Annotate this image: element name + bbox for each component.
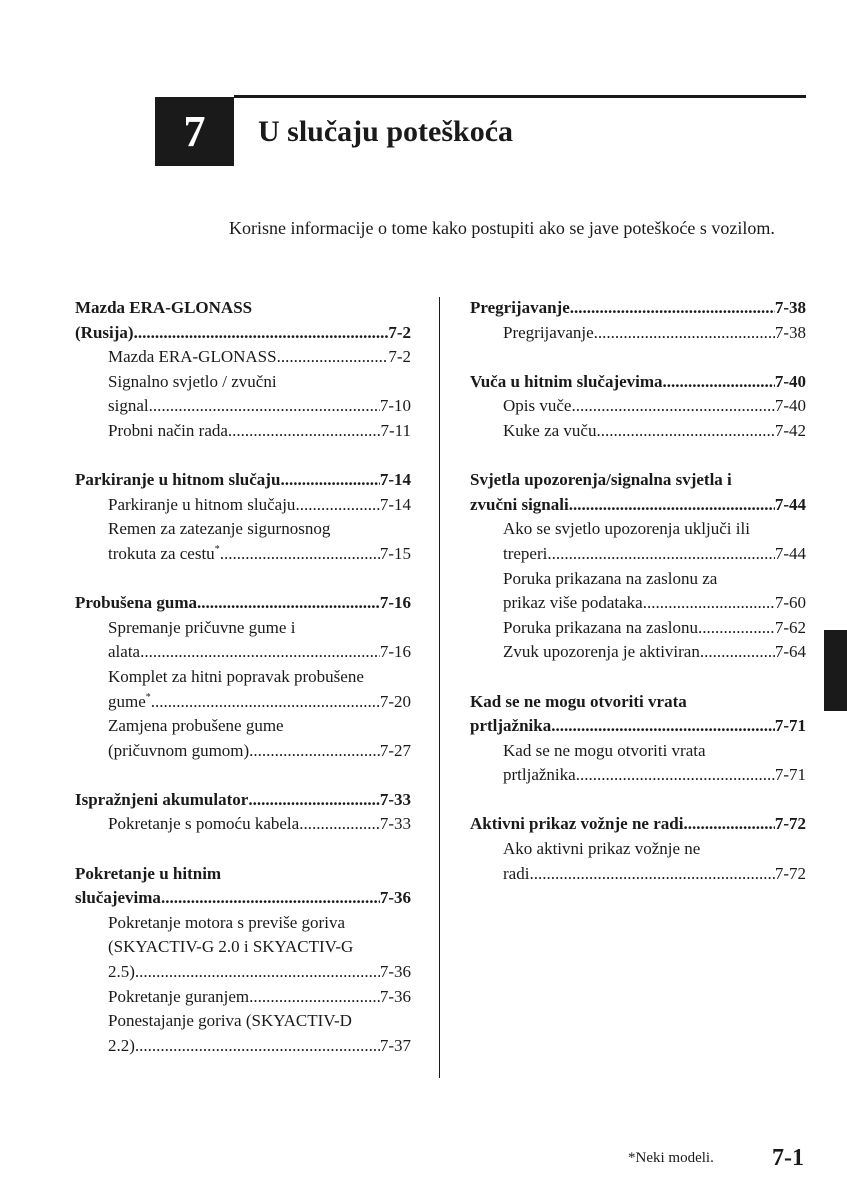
toc-heading-entry[interactable] (75, 788, 411, 813)
toc-entry-line: Ako aktivni prikaz vožnje ne (503, 839, 701, 859)
toc-entry-page: 7-37 (379, 1035, 411, 1055)
toc-heading-line: Svjetla upozorenja/signalna svjetla i (470, 470, 732, 490)
dot-leader (529, 862, 774, 887)
toc-heading-entry[interactable] (470, 714, 806, 739)
toc-heading-page: 7-38 (774, 298, 806, 317)
toc-heading-page: 7-36 (379, 888, 411, 908)
toc-entry[interactable] (75, 739, 411, 764)
footnote: *Neki modeli. (628, 1150, 714, 1166)
toc-entry-page: 7-15 (379, 543, 411, 563)
toc-entry-page: 7-62 (774, 617, 806, 637)
toc-entry-title (503, 763, 576, 788)
toc-entry[interactable] (470, 542, 806, 567)
dot-leader (569, 493, 775, 518)
toc-entry-title (108, 960, 135, 985)
dot-leader (700, 640, 775, 665)
toc-entry[interactable] (75, 640, 411, 665)
toc-entry-page: 7-2 (388, 347, 411, 367)
chapter-number-box: 7 (155, 97, 234, 166)
toc-heading-title: zvučni signali (470, 494, 569, 514)
dot-leader (149, 394, 380, 419)
toc-left-column (75, 296, 411, 1058)
toc-entry-line: (SKYACTIV-G 2.0 i SKYACTIV-G (108, 937, 354, 957)
dot-leader (135, 960, 380, 985)
toc-entry[interactable] (75, 960, 411, 985)
toc-entry-page: 7-38 (774, 322, 806, 342)
toc-section (75, 862, 411, 1059)
dot-leader (140, 640, 380, 665)
toc-section (470, 812, 806, 886)
footnote-marker: * (145, 691, 151, 703)
toc-entry-line: Poruka prikazana na zaslonu za (503, 568, 718, 588)
dot-leader (683, 812, 774, 837)
toc-heading-entry[interactable] (470, 812, 806, 837)
toc-heading-title: Ispražnjeni akumulator (75, 789, 249, 809)
toc-entry-title (108, 419, 228, 444)
toc-entry-title-text: Poruka prikazana na zaslonu (503, 617, 698, 637)
toc-entry[interactable] (470, 591, 806, 616)
toc-heading-title: Pregrijavanje (470, 298, 570, 317)
toc-section (470, 468, 806, 665)
toc-entry[interactable] (470, 419, 806, 444)
toc-entry-title (503, 542, 547, 567)
toc-entry-line: Komplet za hitni popravak probušene (108, 666, 364, 686)
toc-entry-title (108, 542, 220, 567)
toc-entry-page: 7-27 (379, 740, 411, 760)
dot-leader (295, 493, 379, 518)
toc-heading-entry[interactable] (470, 370, 806, 395)
footnote-marker: * (214, 543, 220, 555)
toc-entry[interactable] (75, 419, 411, 444)
toc-entry[interactable] (470, 862, 806, 887)
toc-entry-page: 7-42 (774, 420, 806, 440)
toc-entry[interactable] (75, 812, 411, 837)
toc-entry-title (503, 591, 643, 616)
toc-entry-title-text: signal (108, 396, 149, 416)
toc-heading-title: prtljažnika (470, 716, 552, 736)
toc-entry-page: 7-16 (379, 642, 411, 662)
toc-entry-page: 7-33 (379, 814, 411, 834)
column-divider (439, 297, 440, 1078)
toc-entry-line: Remen za zatezanje sigurnosnog (108, 519, 331, 539)
toc-entry-line: Ako se svjetlo upozorenja uključi ili (503, 519, 750, 539)
chapter-intro: Korisne informacije o tome kako postupiti ako se jave poteškoće s vozilom. (229, 218, 775, 238)
toc-entry-title (108, 493, 295, 518)
toc-heading-line: Kad se ne mogu otvoriti vrata (470, 691, 687, 711)
toc-heading-title: (Rusija) (75, 322, 134, 342)
toc-heading-title: slučajevima (75, 888, 161, 908)
toc-entry-page: 7-10 (379, 396, 411, 416)
toc-heading-page: 7-2 (388, 322, 411, 342)
toc-heading-line: Pokretanje u hitnim (75, 863, 222, 883)
toc-entry-page: 7-36 (379, 986, 411, 1006)
toc-entry-title (108, 345, 277, 370)
toc-right-column (470, 296, 806, 886)
toc-heading-title: Probušena guma (75, 593, 198, 613)
toc-entry[interactable] (470, 640, 806, 665)
chapter-top-rule (234, 95, 806, 98)
dot-leader (249, 739, 380, 764)
toc-entry-title-text: radi (503, 863, 530, 883)
toc-entry[interactable] (75, 394, 411, 419)
toc-heading-entry[interactable] (75, 591, 411, 616)
toc-entry-title (503, 394, 571, 419)
toc-entry-page: 7-44 (774, 543, 806, 563)
toc-heading-title: Vuča u hitnim slučajevima (470, 371, 663, 391)
toc-entry[interactable] (470, 321, 806, 346)
dot-leader (576, 763, 775, 788)
toc-entry[interactable] (470, 616, 806, 641)
toc-entry-title-text: alata (108, 642, 141, 662)
toc-entry-page: 7-20 (379, 691, 411, 711)
toc-entry-title-text: treperi (503, 543, 548, 563)
toc-entry-title (503, 640, 700, 665)
toc-entry-title (108, 739, 249, 764)
toc-entry[interactable] (75, 542, 411, 567)
dot-leader (643, 591, 775, 616)
toc-entry-page: 7-36 (379, 962, 411, 982)
toc-heading-page: 7-14 (379, 470, 411, 490)
toc-entry-title-text: Pregrijavanje (503, 322, 594, 342)
toc-heading-line: Mazda ERA-GLONASS (75, 298, 253, 317)
toc-section (470, 296, 806, 345)
dot-leader (161, 886, 380, 911)
toc-section (470, 370, 806, 444)
toc-entry-title-text: Zvuk upozorenja je aktiviran (503, 642, 700, 662)
toc-entry[interactable] (75, 985, 411, 1010)
toc-heading-page: 7-16 (379, 593, 411, 613)
toc-entry-title-text: Opis vuče (503, 396, 572, 416)
toc-entry-title-text: Probni način rada (108, 420, 228, 440)
toc-entry-title-text: trokuta za cestu (108, 543, 215, 563)
toc-entry-title-text: Pokretanje s pomoću kabela (108, 814, 300, 834)
toc-entry-title-text: (pričuvnom gumom) (108, 740, 250, 760)
toc-entry-title (108, 640, 140, 665)
toc-section (75, 468, 411, 566)
toc-section (75, 788, 411, 837)
toc-entry[interactable] (75, 345, 411, 370)
toc-heading-page: 7-33 (379, 789, 411, 809)
toc-entry[interactable] (470, 394, 806, 419)
toc-heading-page: 7-72 (774, 814, 806, 834)
toc-entry-page: 7-64 (774, 642, 806, 662)
dot-leader (135, 1034, 380, 1059)
toc-entry-title-text: prtljažnika (503, 765, 576, 785)
toc-entry[interactable] (470, 763, 806, 788)
toc-entry-line: Ponestajanje goriva (SKYACTIV-D (108, 1011, 352, 1031)
toc-entry-line: Zamjena probušene gume (108, 716, 284, 736)
toc-entry-title (503, 321, 594, 346)
toc-entry-title-text: Pokretanje guranjem (108, 986, 250, 1006)
chapter-title: U slučaju poteškoća (258, 115, 514, 148)
toc-heading-entry[interactable] (75, 321, 411, 346)
toc-entry-title (108, 690, 151, 715)
toc-entry-line: Spremanje pričuvne gume i (108, 617, 296, 637)
toc-entry-line: Signalno svjetlo / zvučni (108, 371, 277, 391)
dot-leader (248, 788, 380, 813)
dot-leader (197, 591, 380, 616)
dot-leader (551, 714, 775, 739)
dot-leader (280, 468, 379, 493)
dot-leader (151, 690, 380, 715)
dot-leader (596, 419, 774, 444)
toc-entry[interactable] (75, 690, 411, 715)
dot-leader (571, 394, 774, 419)
toc-entry-title-text: Parkiranje u hitnom slučaju (108, 494, 296, 514)
dot-leader (228, 419, 381, 444)
toc-entry-page: 7-40 (774, 396, 806, 416)
dot-leader (663, 370, 775, 395)
toc-entry-title (108, 812, 299, 837)
toc-entry-title-text: 2.5) (108, 962, 135, 982)
toc-entry-page: 7-11 (380, 420, 411, 440)
toc-entry-page: 7-71 (774, 765, 806, 785)
dot-leader (249, 985, 380, 1010)
toc-heading-page: 7-40 (774, 371, 806, 391)
toc-entry-title (503, 616, 698, 641)
toc-entry-title-text: Kuke za vuču (503, 420, 597, 440)
toc-heading-entry[interactable] (470, 296, 806, 321)
toc-heading-entry[interactable] (75, 886, 411, 911)
toc-entry[interactable] (75, 493, 411, 518)
toc-heading-entry[interactable] (470, 493, 806, 518)
toc-heading-title: Aktivni prikaz vožnje ne radi (470, 814, 684, 834)
dot-leader (277, 345, 389, 370)
toc-entry-page: 7-72 (774, 863, 806, 883)
toc-section (75, 591, 411, 763)
toc-entry-title-text: gume (108, 691, 146, 711)
dot-leader (594, 321, 775, 346)
toc-entry-title (108, 1034, 135, 1059)
dot-leader (547, 542, 774, 567)
toc-heading-page: 7-71 (774, 716, 806, 736)
toc-heading-entry[interactable] (75, 468, 411, 493)
toc-heading-title: Parkiranje u hitnom slučaju (75, 470, 281, 490)
dot-leader (698, 616, 775, 641)
toc-section (470, 690, 806, 788)
chapter-side-tab (824, 630, 847, 711)
toc-heading-page: 7-44 (774, 494, 806, 514)
dot-leader (299, 812, 380, 837)
toc-entry-title-text: 2.2) (108, 1035, 135, 1055)
toc-entry-line: Kad se ne mogu otvoriti vrata (503, 740, 706, 760)
toc-entry[interactable] (75, 1034, 411, 1059)
toc-entry-line: Pokretanje motora s previše goriva (108, 912, 345, 932)
toc-section (75, 296, 411, 444)
toc-entry-title-text: Mazda ERA-GLONASS (108, 347, 277, 367)
toc-entry-title (503, 419, 596, 444)
toc-entry-title (108, 394, 149, 419)
toc-entry-title (503, 862, 529, 887)
toc-entry-page: 7-14 (379, 494, 411, 514)
page-number: 7-1 (772, 1145, 804, 1171)
toc-entry-page: 7-60 (774, 593, 806, 613)
dot-leader (220, 542, 380, 567)
toc-entry-title (108, 985, 249, 1010)
dot-leader (570, 296, 775, 321)
dot-leader (134, 321, 389, 346)
toc-entry-title-text: prikaz više podataka (503, 593, 643, 613)
